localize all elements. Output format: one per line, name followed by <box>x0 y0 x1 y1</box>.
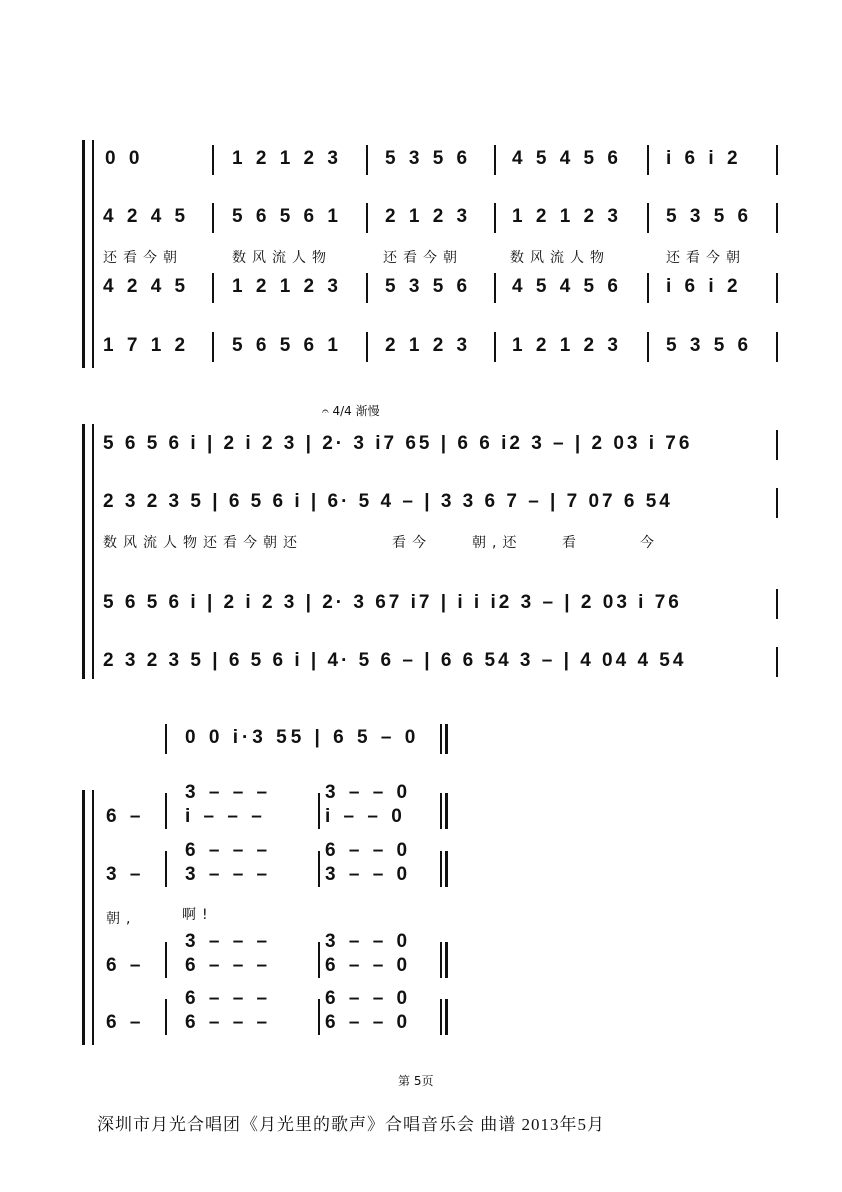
s2-lyric-4: 看 <box>562 535 582 551</box>
barline <box>776 203 778 233</box>
s1-r4-m1: 1 7 1 2 <box>103 335 190 356</box>
s3-top-final-barline-a <box>440 724 442 754</box>
s3-top-line: 0 0 i·3 55 | 6 5 – 0 <box>185 727 420 748</box>
s1-r4-m2: 5 6 5 6 1 <box>232 335 342 356</box>
s1-r1-m1: 0 0 <box>105 148 144 169</box>
s3-r2-upper: 6 – – – <box>185 840 272 861</box>
system1-left-barline <box>92 140 94 368</box>
s3-r1-end-upper: 3 – – 0 <box>325 782 412 803</box>
final-barline-b <box>445 999 448 1035</box>
system2-left-barline <box>92 424 94 679</box>
s3-r4-lower: 6 – – – <box>185 1012 272 1033</box>
s1-r3-m4: 4 5 4 5 6 <box>512 276 622 297</box>
s3-r2-end-upper: 6 – – 0 <box>325 840 412 861</box>
s3-r3-end-upper: 3 – – 0 <box>325 931 412 952</box>
final-barline-a <box>440 793 442 829</box>
s1-lyric-1: 还看今朝 <box>103 250 183 266</box>
barline <box>366 145 368 175</box>
footer-credit: 深圳市月光合唱团《月光里的歌声》合唱音乐会 曲谱 2013年5月 <box>97 1115 605 1134</box>
s3-r3-upper: 3 – – – <box>185 931 272 952</box>
barline <box>776 488 778 518</box>
final-barline-b <box>445 793 448 829</box>
s1-r3-m2: 1 2 1 2 3 <box>232 276 342 297</box>
s1-r2-m1: 4 2 4 5 <box>103 206 190 227</box>
barline <box>494 332 496 362</box>
s2-lyric-1: 数风流人物还看今朝还 <box>103 535 303 551</box>
s1-lyric-3: 还看今朝 <box>383 250 463 266</box>
barline <box>318 942 320 978</box>
final-barline-b <box>445 942 448 978</box>
s3-r1-lead: 6 – <box>106 806 145 827</box>
system2-bracket <box>82 424 85 679</box>
s1-r1-m5: i 6 i 2 <box>666 148 742 169</box>
barline <box>212 332 214 362</box>
s2-lyric-3: 朝,还 <box>472 535 523 551</box>
barline <box>776 145 778 175</box>
s2-row-4: 2 3 2 3 5 | 6 5 6 i | 4· 5 6 – | 6 6 54 3 – | 4 04 4 54 <box>103 650 687 671</box>
s1-r1-m2: 1 2 1 2 3 <box>232 148 342 169</box>
barline <box>494 203 496 233</box>
s3-top-left-barline <box>165 724 167 754</box>
barline <box>212 203 214 233</box>
final-barline-a <box>440 942 442 978</box>
barline <box>366 273 368 303</box>
s1-lyric-5: 还看今朝 <box>666 250 746 266</box>
s3-r3-lower: 6 – – – <box>185 955 272 976</box>
barline <box>776 647 778 677</box>
barline <box>366 332 368 362</box>
barline <box>165 851 167 887</box>
barline <box>776 332 778 362</box>
s1-lyric-4: 数风流人物 <box>510 250 610 266</box>
s2-row-2: 2 3 2 3 5 | 6 5 6 i | 6· 5 4 – | 3 3 6 7 – | 7 07 6 54 <box>103 491 673 512</box>
barline <box>318 793 320 829</box>
final-barline-a <box>440 999 442 1035</box>
system3-left-barline <box>92 790 94 1045</box>
barline <box>647 273 649 303</box>
s3-lyric-right: 啊! <box>182 907 214 923</box>
barline <box>212 273 214 303</box>
barline <box>776 589 778 619</box>
barline <box>647 203 649 233</box>
barline <box>776 430 778 460</box>
s1-r2-m3: 2 1 2 3 <box>385 206 472 227</box>
system1-bracket <box>82 140 85 368</box>
s1-lyric-2: 数风流人物 <box>232 250 332 266</box>
s3-lyric-left: 朝, <box>106 911 137 927</box>
s3-r2-lower: 3 – – – <box>185 864 272 885</box>
final-barline-a <box>440 851 442 887</box>
s2-lyric-2: 看今 <box>392 535 432 551</box>
s1-r3-m1: 4 2 4 5 <box>103 276 190 297</box>
s1-r2-m5: 5 3 5 6 <box>666 206 753 227</box>
s1-r4-m4: 1 2 1 2 3 <box>512 335 622 356</box>
s3-r4-end-upper: 6 – – 0 <box>325 988 412 1009</box>
s2-row-3: 5 6 5 6 i | 2 i 2 3 | 2· 3 67 i7 | i i i2 3 – | 2 03 i 76 <box>103 592 682 613</box>
s1-r4-m5: 5 3 5 6 <box>666 335 753 356</box>
barline <box>212 145 214 175</box>
s1-r4-m3: 2 1 2 3 <box>385 335 472 356</box>
s1-r1-m3: 5 3 5 6 <box>385 148 472 169</box>
s1-r2-m2: 5 6 5 6 1 <box>232 206 342 227</box>
s1-r3-m3: 5 3 5 6 <box>385 276 472 297</box>
final-barline-b <box>445 851 448 887</box>
barline <box>318 851 320 887</box>
s3-r1-upper: 3 – – – <box>185 782 272 803</box>
page-number: 第 5页 <box>398 1074 434 1088</box>
barline <box>494 145 496 175</box>
s3-r4-lead: 6 – <box>106 1012 145 1033</box>
barline <box>165 999 167 1035</box>
barline <box>318 999 320 1035</box>
barline <box>494 273 496 303</box>
s2-row-1: 5 6 5 6 i | 2 i 2 3 | 2· 3 i7 65 | 6 6 i2 3 – | 2 03 i 76 <box>103 433 693 454</box>
s3-r4-end-lower: 6 – – 0 <box>325 1012 412 1033</box>
barline <box>366 203 368 233</box>
s3-r3-lead: 6 – <box>106 955 145 976</box>
s3-top-final-barline-b <box>445 724 448 754</box>
s3-r1-lower: i – – – <box>185 806 266 827</box>
s3-r2-lead: 3 – <box>106 864 145 885</box>
s1-r1-m4: 4 5 4 5 6 <box>512 148 622 169</box>
s2-lyric-5: 今 <box>640 535 660 551</box>
barline <box>647 332 649 362</box>
s3-r4-upper: 6 – – – <box>185 988 272 1009</box>
s1-r3-m5: i 6 i 2 <box>666 276 742 297</box>
s3-r2-end-lower: 3 – – 0 <box>325 864 412 885</box>
barline <box>165 793 167 829</box>
s2-tempo-marking: 𝄐 4/4 渐慢 <box>322 404 380 418</box>
system3-bracket <box>82 790 85 1045</box>
barline <box>165 942 167 978</box>
s3-r3-end-lower: 6 – – 0 <box>325 955 412 976</box>
s3-r1-end-lower: i – – 0 <box>325 806 406 827</box>
s1-r2-m4: 1 2 1 2 3 <box>512 206 622 227</box>
barline <box>647 145 649 175</box>
barline <box>776 273 778 303</box>
